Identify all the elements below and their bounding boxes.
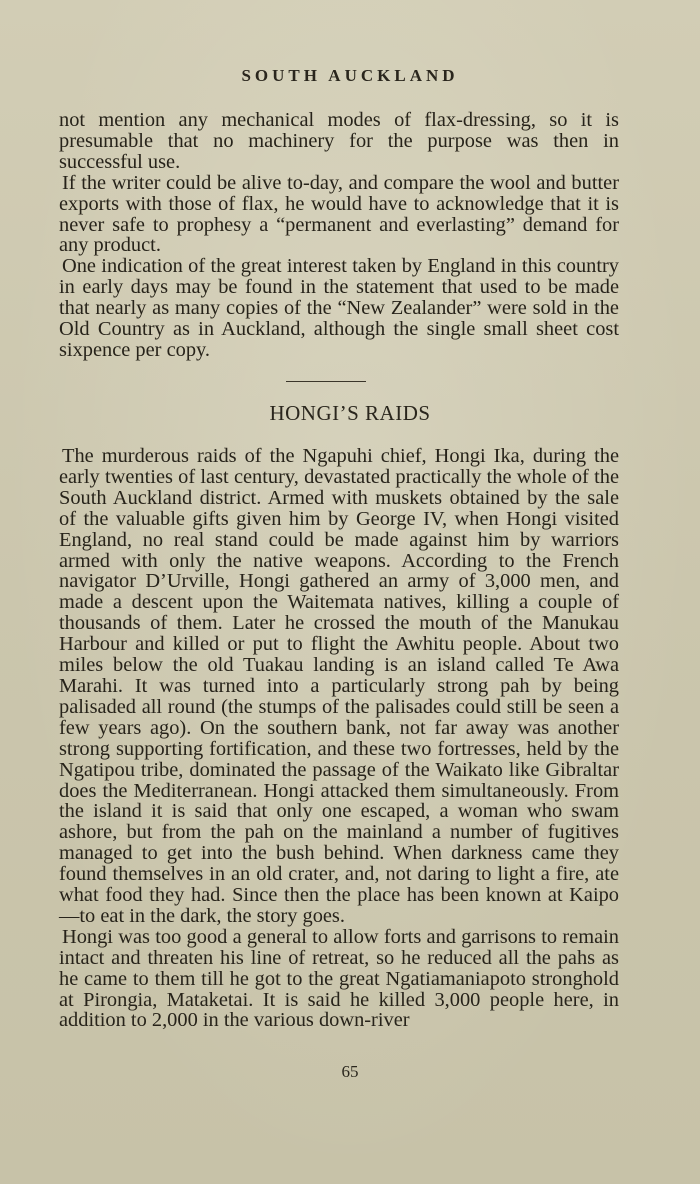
paragraph-new-zealander: One indication of the great interest taken by England in this country in early days may be found in the statement that used to be made that nearly as many copies of the “New Zealander” were sold in the Old Country as in Auckland, although the single small sheet cost sixpence per copy. <box>59 255 619 361</box>
paragraph-flax-machinery: not mention any mechanical modes of flax-dressing, so it is presumable that no machinery for the purpose was then in successful use. <box>59 109 619 173</box>
section-divider <box>286 381 366 382</box>
paragraph-hongi-raids: The murderous raids of the Ngapuhi chief, Hongi Ika, during the early twenties of last century, devastated practically the whole of the South Auckland district. Armed with muskets obtained by the sale of the valuable gifts given him by George IV, when Hongi visited England, no real stand could be made against him by warriors armed with only the native weapons. According to the French navigator D’Urville, Hongi gathered an army of 3,000 men, and made a descent upon the Waitemata natives, killing a couple of thousands of them. Later he crossed the mouth of the Manukau Harbour and killed or put to flight the Awhitu people. About two miles below the old Tuakau landing is an island called Te Awa Marahi. It was turned into a particularly strong pah by being palisaded all round (the stumps of the palisades could still be seen a few years ago). On the southern bank, not far away was another strong supporting fortification, and these two fortresses, held by the Ngatipou tribe, dominated the passage of the Waikato like Gibraltar does the Mediterranean. Hongi attacked them simultaneously. From the island it is said that only one escaped, a woman who swam ashore, but from the pah on the mainland a number of fugitives managed to get into the bush behind. When darkness came they found themselves in an old crater, and, not daring to light a fire, ate what food they had. Since then the place has been known at Kaipo—to eat in the dark, the story goes. <box>59 445 619 927</box>
section-text <box>59 446 619 1031</box>
paragraph-hongi-general: Hongi was too good a general to allow forts and garrisons to remain intact and threaten his line of retreat, so he reduced all the pahs as he came to them till he got to the great Ngatiamaniapoto stronghold at Pirongia, Mataketai. It is said he killed 3,000 people here, in addition to 2,000 in the various down-river <box>59 925 619 1032</box>
page-number: 65 <box>341 1062 359 1081</box>
paragraph-wool-butter: If the writer could be alive to-day, and compare the wool and butter exports with those of flax, he would have to acknowledge that it is never safe to prophesy a “permanent and everlasting” demand for any product. <box>59 171 619 257</box>
running-head: SOUTH AUCKLAND <box>241 66 459 85</box>
opening-text <box>59 110 619 361</box>
section-title: HONGI’S RAIDS <box>269 401 431 425</box>
